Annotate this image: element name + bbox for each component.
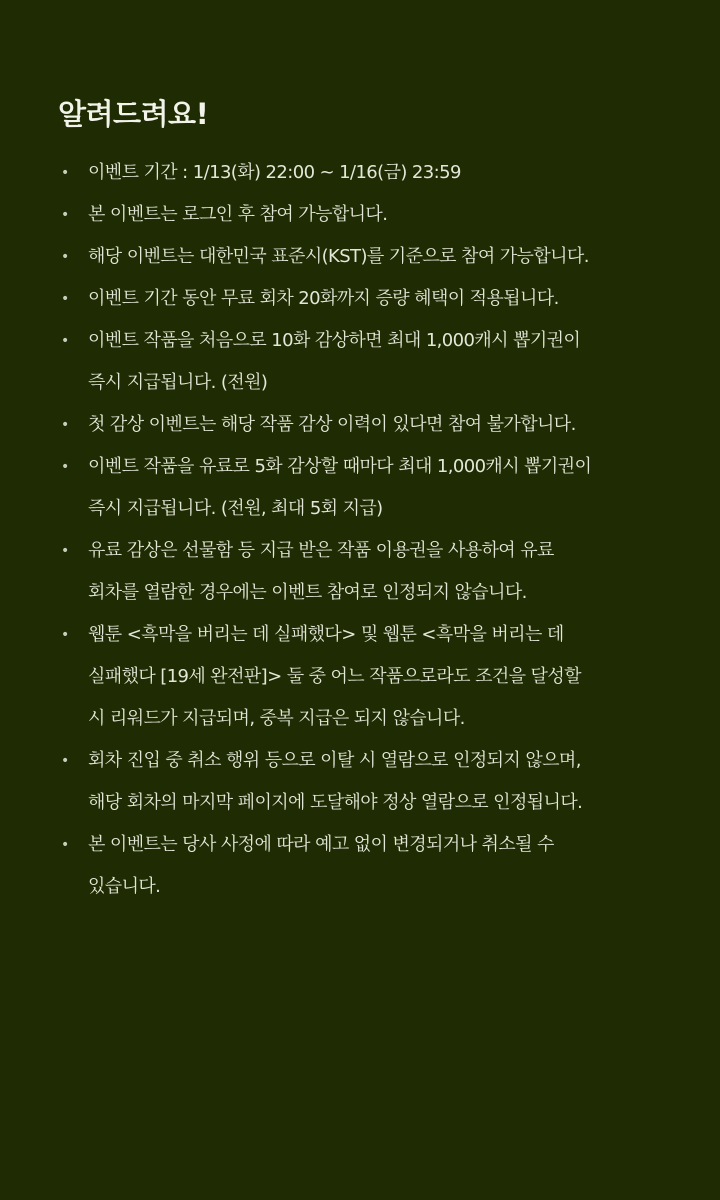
notice-item-text: 이벤트 작품을 유료로 5화 감상할 때마다 최대 1,000캐시 뽑기권이 xyxy=(88,456,592,477)
notice-item-text: 즉시 지급됩니다. (전원, 최대 5회 지급) xyxy=(88,498,383,519)
notice-item xyxy=(0,152,720,194)
notice-list xyxy=(0,152,720,908)
notice-item-text: 웹툰 <흑막을 버리는 데 실패했다> 및 웹툰 <흑막을 버리는 데 xyxy=(88,624,564,645)
bullet-dot: • xyxy=(61,627,69,643)
bullet-dot: • xyxy=(61,291,69,307)
bullet-dot: • xyxy=(61,459,69,475)
notice-item-text: 이벤트 작품을 처음으로 10화 감상하면 최대 1,000캐시 뽑기권이 xyxy=(88,330,581,351)
notice-item xyxy=(0,278,720,320)
bullet-dot: • xyxy=(61,417,69,433)
notice-item-text: 해당 회차의 마지막 페이지에 도달해야 정상 열람으로 인정됩니다. xyxy=(88,792,583,813)
notice-item xyxy=(0,530,720,614)
notice-item-text: 회차를 열람한 경우에는 이벤트 참여로 인정되지 않습니다. xyxy=(88,582,527,603)
notice-item-text: 실패했다 [19세 완전판]> 둘 중 어느 작품으로라도 조건을 달성할 xyxy=(88,666,581,687)
bullet-dot: • xyxy=(61,165,69,181)
bullet-dot: • xyxy=(61,837,69,853)
notice-item-text: 즉시 지급됩니다. (전원) xyxy=(88,372,268,393)
bullet-dot: • xyxy=(61,249,69,265)
bullet-dot: • xyxy=(61,543,69,559)
notice-item-text: 유료 감상은 선물함 등 지급 받은 작품 이용권을 사용하여 유료 xyxy=(88,540,554,561)
notice-item-text: 회차 진입 중 취소 행위 등으로 이탈 시 열람으로 인정되지 않으며, xyxy=(88,750,581,771)
notice-item-text: 본 이벤트는 당사 사정에 따라 예고 없이 변경되거나 취소될 수 xyxy=(88,834,554,855)
notice-item xyxy=(0,236,720,278)
notice-item xyxy=(0,404,720,446)
notice-item xyxy=(0,824,720,908)
notice-item-text: 있습니다. xyxy=(88,876,161,897)
notice-item-text: 본 이벤트는 로그인 후 참여 가능합니다. xyxy=(88,204,388,225)
notice-item-text: 이벤트 기간 : 1/13(화) 22:00 ~ 1/16(금) 23:59 xyxy=(88,162,461,183)
bullet-dot: • xyxy=(61,333,69,349)
notice-item-text: 이벤트 기간 동안 무료 회차 20화까지 증량 혜택이 적용됩니다. xyxy=(88,288,559,309)
notice-item xyxy=(0,446,720,530)
notice-item-text: 시 리워드가 지급되며, 중복 지급은 되지 않습니다. xyxy=(88,708,465,729)
notice-title: 알려드려요! xyxy=(58,97,209,131)
notice-item xyxy=(0,740,720,824)
notice-item-text: 해당 이벤트는 대한민국 표준시(KST)를 기준으로 참여 가능합니다. xyxy=(88,246,589,267)
notice-item xyxy=(0,194,720,236)
notice-item xyxy=(0,320,720,404)
notice-item-text: 첫 감상 이벤트는 해당 작품 감상 이력이 있다면 참여 불가합니다. xyxy=(88,414,576,435)
bullet-dot: • xyxy=(61,207,69,223)
notice-item xyxy=(0,614,720,740)
bullet-dot: • xyxy=(61,753,69,769)
